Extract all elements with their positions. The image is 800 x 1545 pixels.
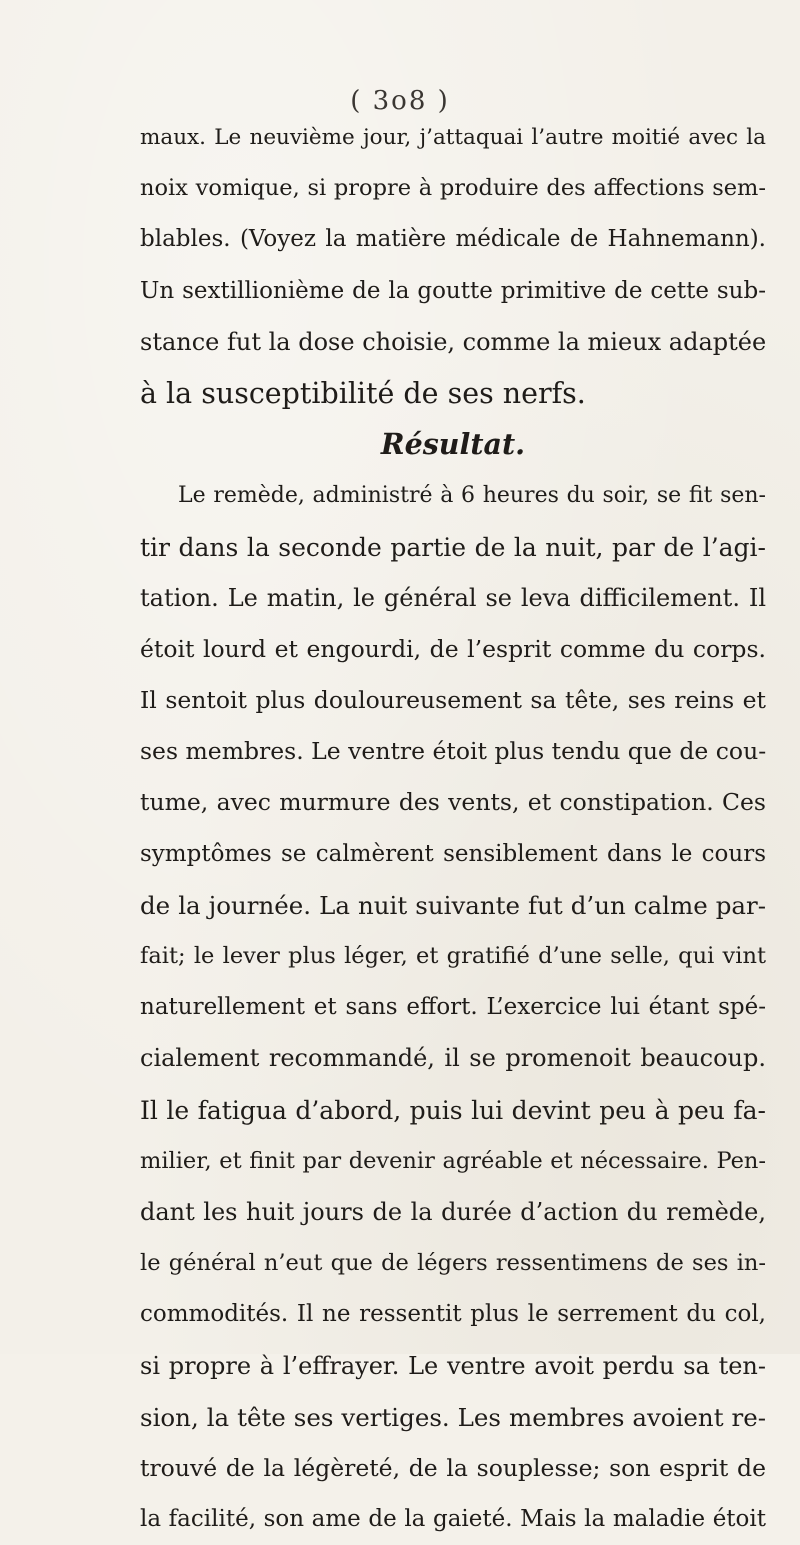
text-line: de la journée. La nuit suivante fut d’un calme par- [140,890,766,920]
text-line: la facilité, son ame de la gaieté. Mais la maladie étoit [140,1506,766,1533]
text-line: le général n’eut que de légers ressentimens de ses in- [140,1250,766,1277]
text-line: blables. (Voyez la matière médicale de Hahnemann). [140,226,766,253]
text-line: tation. Le matin, le général se leva difficilement. Il [140,583,766,612]
text-line: sion, la tête ses vertiges. Les membres avoient re- [140,1402,766,1432]
text-line: tir dans la seconde partie de la nuit, par de l’agi- [140,532,766,562]
text-line: cialement recommandé, il se promenoit beaucoup. [140,1044,766,1073]
text-line: Il sentoit plus douloureusement sa tête, ses reins et [140,686,766,715]
page-number: ( 3o8 ) [350,86,450,116]
body-text [140,112,766,1545]
text-line: à la susceptibilité de ses nerfs. [140,376,586,410]
text-line: trouvé de la légèreté, de la souplesse; son esprit de [140,1453,766,1482]
text-line: tume, avec murmure des vents, et constipation. Ces [140,788,766,817]
text-line: Il le fatigua d’abord, puis lui devint peu à peu fa- [140,1095,766,1125]
text-line: si propre à l’effrayer. Le ventre avoit perdu sa ten- [140,1351,766,1380]
text-line: noix vomique, si propre à produire des affections sem- [140,175,766,202]
text-line: symptômes se calmèrent sensiblement dans le cours [140,840,766,867]
text-line: dant les huit jours de la durée d’action du remède, [140,1197,766,1226]
text-line: ses membres. Le ventre étoit plus tendu que de cou- [140,737,766,766]
text-line: naturellement et sans effort. L’exercice lui étant spé- [140,994,766,1021]
text-line: stance fut la dose choisie, comme la mieux adaptée [140,327,766,356]
text-line: maux. Le neuvième jour, j’attaquai l’autre moitié avec la [140,125,766,150]
text-line: milier, et finit par devenir agréable et nécessaire. Pen- [140,1147,766,1174]
text-line: Un sextillionième de la goutte primitive de cette sub- [140,277,766,304]
text-line: fait; le lever plus léger, et gratifié d’une selle, qui vint [140,943,766,969]
text-line: commodités. Il ne ressentit plus le serrement du col, [140,1301,766,1328]
text-line: Le remède, administré à 6 heures du soir, se fit sen- [178,483,766,509]
section-heading: Résultat. [380,427,526,462]
text-line: étoit lourd et engourdi, de l’esprit comme du corps. [140,634,766,663]
